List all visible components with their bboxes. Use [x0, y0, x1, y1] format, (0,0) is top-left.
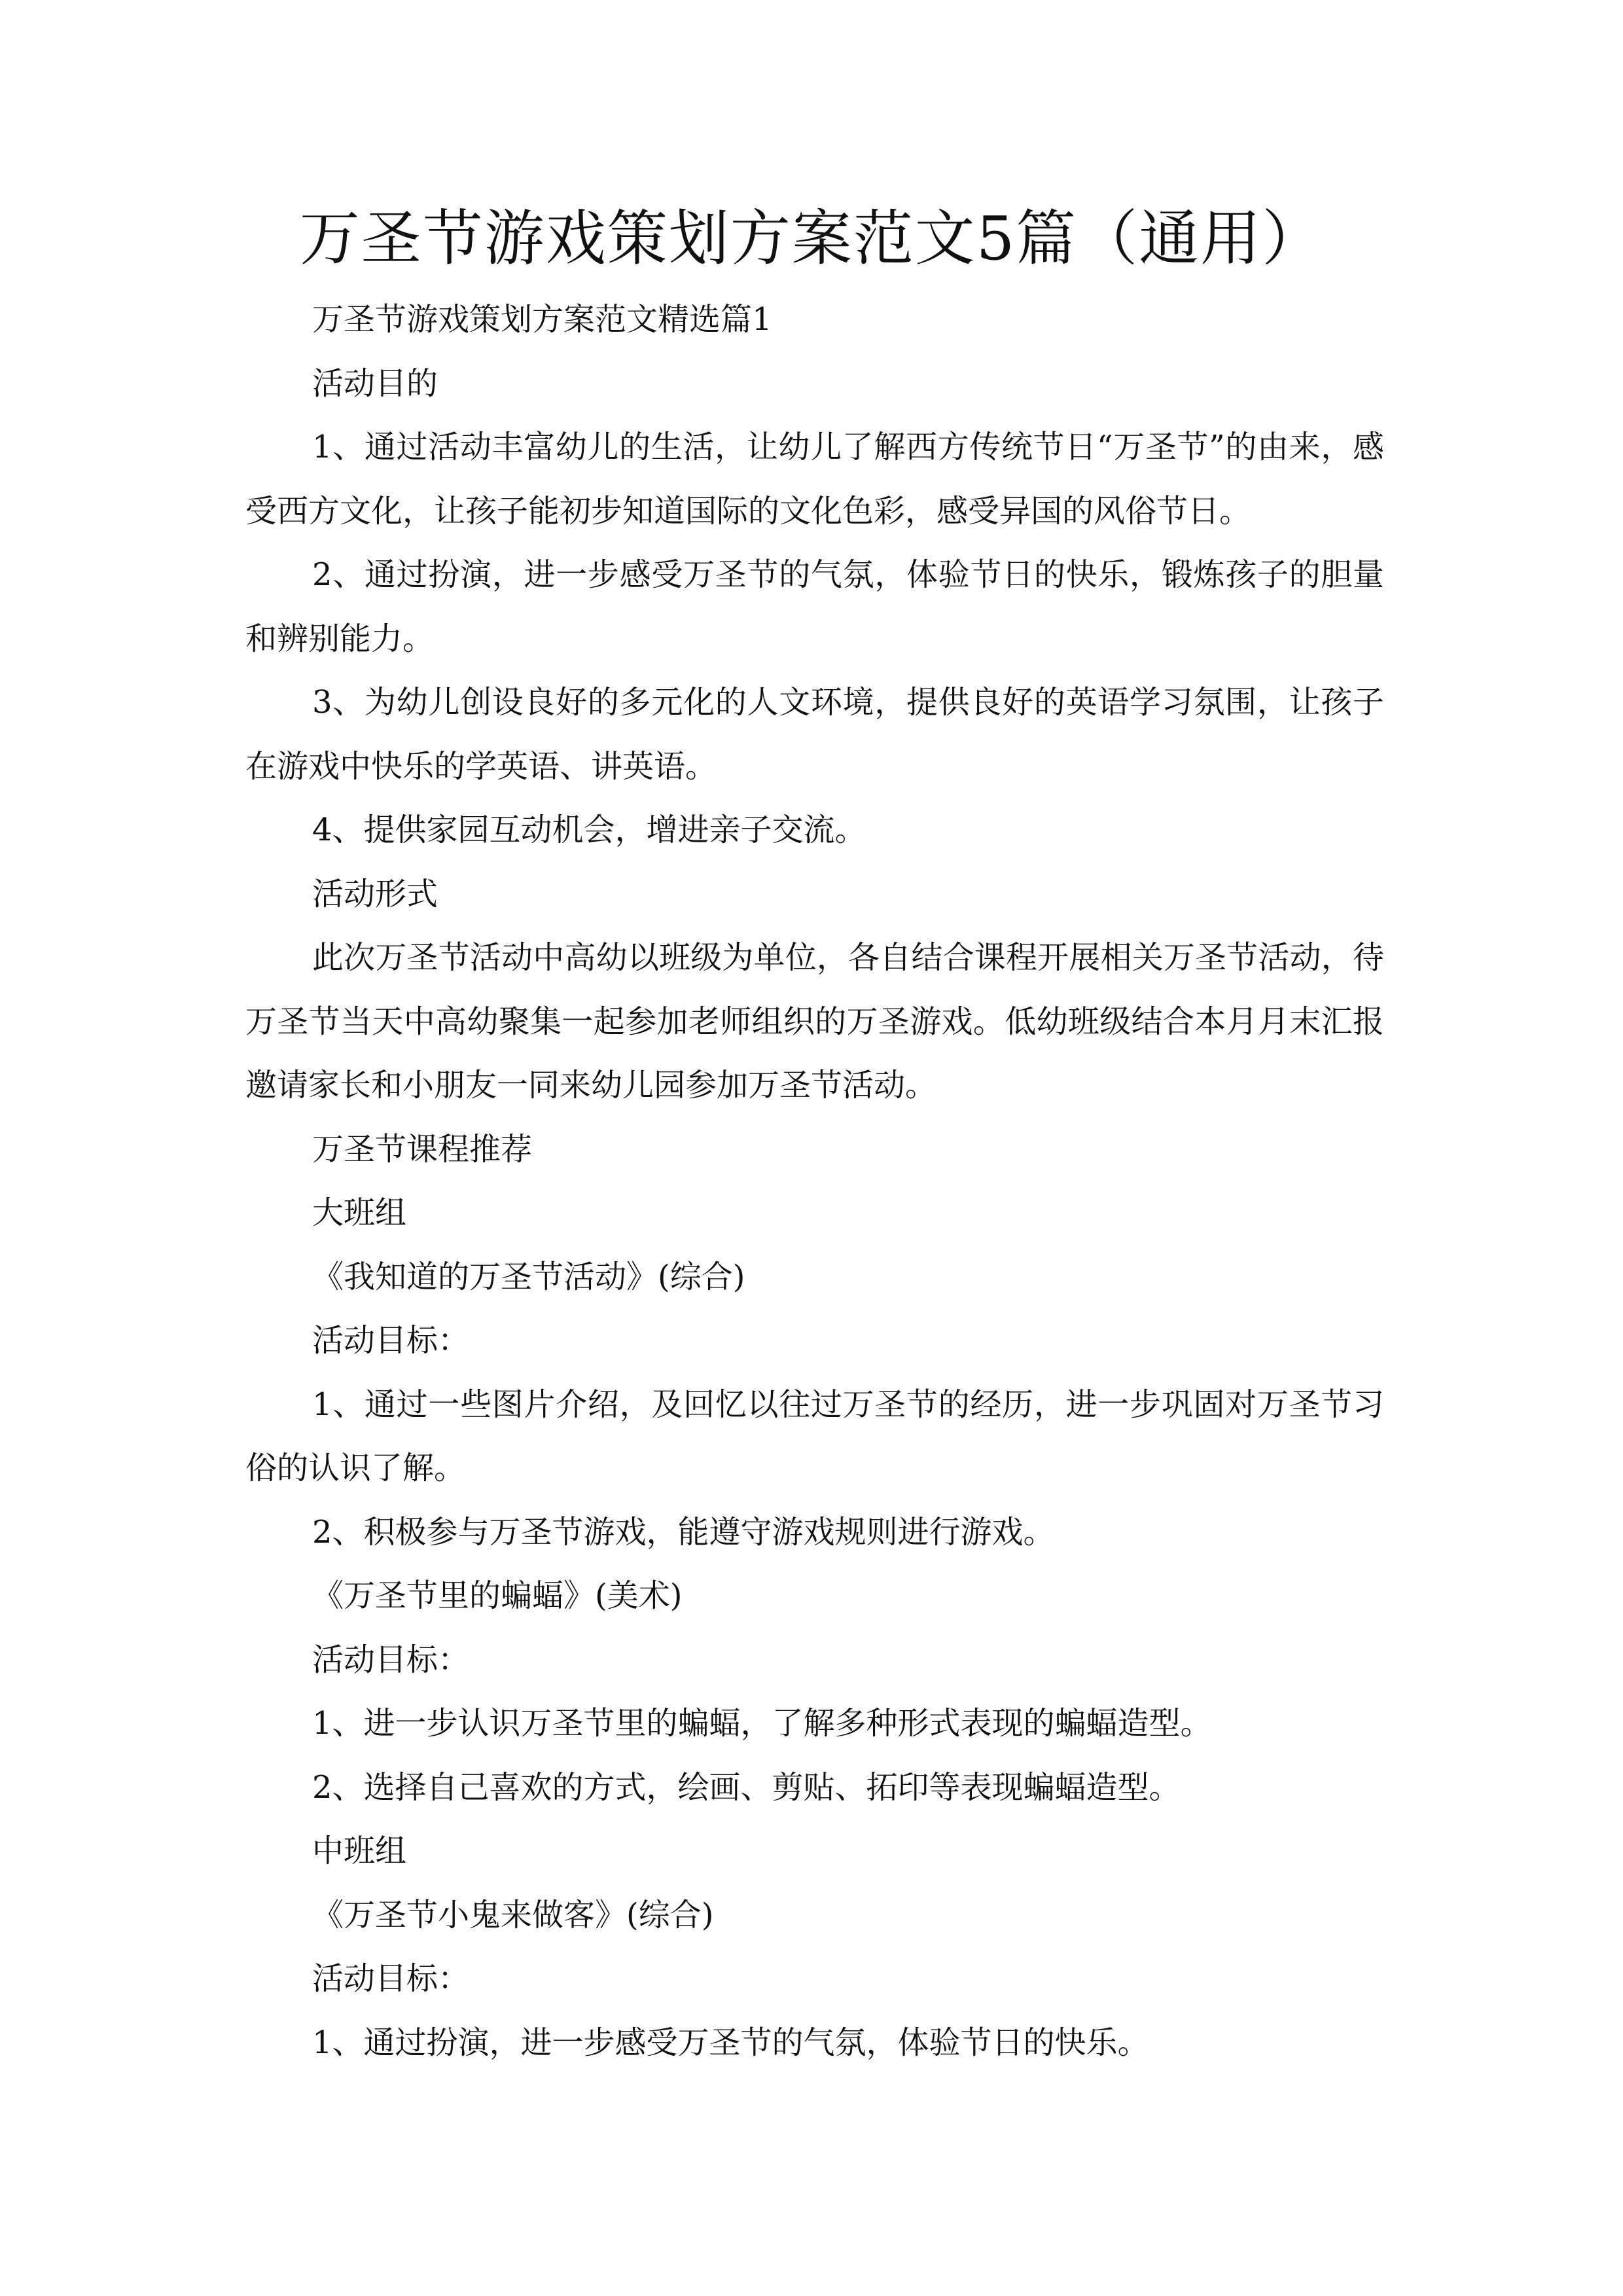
paragraph: 2、选择自己喜欢的方式，绘画、剪贴、拓印等表现蝙蝠造型。	[312, 1768, 1181, 1806]
paragraph: 3、为幼儿创设良好的多元化的人文环境，提供良好的英语学习氛围，让孩子在游戏中快乐的学英语、讲英语。	[245, 684, 1384, 785]
subheading: 活动目标：	[312, 1641, 470, 1678]
subheading: 大班组	[312, 1194, 407, 1231]
course-title: 《我知道的万圣节活动》(综合)	[312, 1258, 745, 1295]
paragraph: 2、积极参与万圣节游戏，能遵守游戏规则进行游戏。	[312, 1513, 1055, 1551]
subheading: 活动目标：	[312, 1960, 470, 1997]
subheading: 活动形式	[312, 875, 438, 912]
document-title: 万圣节游戏策划方案范文5篇（通用）	[299, 204, 1324, 274]
paragraph: 1、通过扮演，进一步感受万圣节的气氛，体验节日的快乐。	[312, 2024, 1149, 2061]
subheading: 活动目的	[312, 365, 438, 402]
paragraph: 4、提供家园互动机会，增进亲子交流。	[312, 812, 866, 848]
document-body	[245, 288, 1384, 2075]
course-title: 《万圣节小鬼来做客》(综合)	[312, 1896, 714, 1933]
paragraph: 1、通过一些图片介绍，及回忆以往过万圣节的经历，进一步巩固对万圣节习俗的认识了解。	[245, 1386, 1384, 1486]
subheading: 万圣节课程推荐	[312, 1130, 533, 1168]
section-heading: 万圣节游戏策划方案范文精选篇1	[312, 301, 772, 338]
subheading: 中班组	[312, 1833, 407, 1869]
paragraph: 1、通过活动丰富幼儿的生活，让幼儿了解西方传统节日“万圣节”的由来，感受西方文化，让孩子能初步知道国际的文化色彩，感受异国的风俗节日。	[245, 429, 1384, 529]
subheading: 活动目标：	[312, 1322, 470, 1359]
paragraph: 此次万圣节活动中高幼以班级为单位，各自结合课程开展相关万圣节活动，待万圣节当天中高幼聚集一起参加老师组织的万圣游戏。低幼班级结合本月月末汇报邀请家长和小朋友一同来幼儿园参加万圣节活动。	[245, 939, 1384, 1103]
paragraph: 1、进一步认识万圣节里的蝙蝠，了解多种形式表现的蝙蝠造型。	[312, 1705, 1212, 1742]
course-title: 《万圣节里的蝙蝠》(美术)	[312, 1577, 683, 1614]
paragraph: 2、通过扮演，进一步感受万圣节的气氛，体验节日的快乐，锻炼孩子的胆量和辨别能力。	[245, 556, 1384, 657]
